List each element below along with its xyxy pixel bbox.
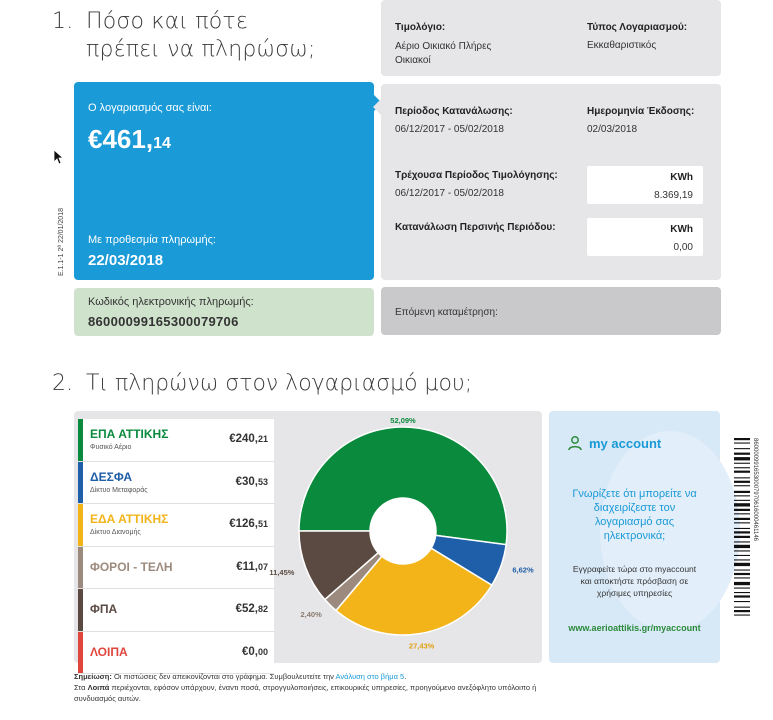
barcode-bar — [734, 536, 750, 538]
footnote — [74, 671, 544, 704]
previous-kwh-unit: KWh — [670, 224, 693, 235]
barcode-bar — [734, 453, 750, 455]
barcode-bar — [734, 559, 750, 560]
barcode-bar — [734, 481, 750, 483]
invoice-type-label: Τιμολόγιο: — [395, 22, 446, 33]
breakdown-row — [78, 504, 274, 547]
bill-amount-cents: 14 — [153, 135, 171, 152]
section-1-number: 1. — [52, 9, 74, 34]
breakdown-amount — [236, 603, 268, 615]
barcode-bar — [734, 541, 750, 542]
breakdown-name: ΕΠΑ ΑΤΤΙΚΗΣ — [90, 427, 169, 441]
barcode-bar — [734, 588, 750, 589]
barcode-bar — [734, 500, 750, 501]
section-2-title — [52, 370, 472, 398]
breakdown-amount-main: €126, — [229, 518, 258, 530]
breakdown-name: ΕΔΑ ΑΤΤΙΚΗΣ — [90, 512, 169, 526]
period-info-box — [381, 84, 721, 280]
barcode-bar — [734, 592, 750, 593]
breakdown-row — [78, 547, 274, 590]
payment-code-label: Κωδικός ηλεκτρονικής πληρωμής: — [88, 296, 254, 308]
barcode-bar — [734, 503, 750, 506]
barcode-bar — [734, 457, 750, 460]
barcode-bar — [734, 443, 750, 444]
barcode-bar — [734, 577, 750, 578]
current-period-label: Τρέχουσα Περίοδος Τιμολόγησης: — [395, 170, 558, 181]
breakdown-color-bar — [78, 504, 83, 546]
breakdown-amount-cents: 51 — [257, 519, 268, 529]
barcode-bar — [734, 471, 750, 473]
breakdown-amount — [229, 433, 268, 445]
barcode-bar — [734, 448, 750, 449]
note-text-2: . — [404, 672, 407, 681]
myaccount-heading[interactable] — [567, 435, 661, 454]
breakdown-amount-main: €11, — [236, 560, 258, 573]
note-line2-pre: Στα — [74, 683, 88, 692]
donut-label: 27,43% — [408, 641, 435, 651]
barcode-bar — [734, 563, 750, 566]
breakdown-color-bar — [78, 547, 83, 589]
user-icon — [567, 435, 583, 454]
account-type-value: Εκκαθαριστικός — [587, 40, 657, 51]
breakdown-amount-cents: 00 — [257, 646, 268, 657]
breakdown-color-bar — [78, 632, 83, 674]
barcode-bar — [734, 509, 750, 511]
consumption-period-label: Περίοδος Κατανάλωσης: — [395, 106, 513, 117]
donut-label: 52,09% — [390, 416, 416, 425]
payment-code[interactable]: 86000099165300079706 — [88, 314, 239, 329]
barcode-bar — [734, 573, 750, 575]
payment-code-box — [74, 288, 374, 336]
breakdown-name: ΔΕΣΦΑ — [90, 469, 133, 484]
donut-label: 2,40% — [300, 609, 322, 619]
breakdown-amount — [236, 476, 268, 488]
previous-kwh-value: 0,00 — [673, 242, 693, 253]
current-kwh-unit: KWh — [670, 172, 693, 183]
barcode-bar — [734, 467, 750, 468]
breakdown-amount — [236, 561, 268, 573]
barcode-image — [734, 438, 768, 664]
breakdown-color-bar — [78, 419, 83, 461]
issue-date-label: Ημερομηνία Έκδοσης: — [587, 106, 695, 117]
breakdown-name: ΦΟΡΟΙ - ΤΕΛΗ — [90, 559, 173, 574]
myaccount-panel — [549, 411, 720, 663]
invoice-type-value: Αέριο Οικιακό Πλήρες Οικιακοί — [395, 41, 492, 66]
barcode-bar — [734, 518, 750, 520]
barcode-bar — [734, 610, 750, 612]
breakdown-row — [78, 632, 274, 675]
barcode-bar — [734, 477, 750, 478]
breakdown-subtitle: Δίκτυο Μεταφοράς — [90, 486, 148, 494]
invoice-info-box — [381, 0, 721, 76]
breakdown-row — [78, 589, 274, 632]
breakdown-amount-cents: 07 — [257, 561, 268, 572]
barcode-bar — [734, 582, 750, 585]
breakdown-amount-main: €0, — [241, 645, 258, 658]
note-bold-2: Λοιπά — [87, 683, 110, 692]
barcode-bar — [734, 485, 750, 486]
breakdown-amount — [229, 518, 268, 530]
note-line2-rest: περιέχονται, εφόσον υπάρχουν, έναντι ποσά, στρογγυλοποιήσεις, επικουρικές υπηρεσίες, προηγούμενο ανεξόφλητο υπόλοιπο ή συνδυασμός αυτών. — [74, 683, 537, 703]
section-2-title-text: Τι πληρώνω στον λογαριασμό μου; — [86, 371, 473, 396]
donut-label: 11,45% — [269, 567, 295, 577]
breakdown-list — [78, 419, 274, 674]
next-reading-label: Επόμενη καταμέτρηση: — [395, 307, 498, 318]
barcode-bar — [734, 607, 750, 608]
current-period-value: 06/12/2017 - 05/02/2018 — [395, 188, 504, 199]
account-type-label: Τύπος Λογαριασμού: — [587, 22, 688, 33]
barcode-bar — [734, 495, 750, 496]
note-text-1: Οι πιστώσεις δεν απεικονίζονται στο γράφημα. Συμβουλευτείτε την — [111, 672, 336, 681]
barcode-bar — [734, 570, 750, 571]
myaccount-link[interactable]: www.aerioattikis.gr/myaccount — [568, 623, 701, 633]
barcode-bar — [734, 491, 750, 493]
due-date: 22/03/2018 — [88, 252, 164, 269]
breakdown-amount-main: €240, — [229, 433, 258, 445]
section-1-title-line2: πρέπει να πληρώσω; — [86, 37, 316, 62]
section-1-title — [52, 8, 316, 64]
myaccount-title: my account — [589, 435, 662, 451]
myaccount-register-text: Εγγραφείτε τώρα στο myaccount και αποκτήστε πρόσβαση σε χρήσιμες υπηρεσίες — [572, 564, 697, 598]
myaccount-message: Γνωρίζετε ότι μπορείτε να διαχειρίζεστε τον λογαριασμό σας ηλεκτρονικά; — [572, 488, 697, 542]
breakdown-name: ΛΟΙΠΑ — [90, 644, 128, 659]
section-2-number: 2. — [52, 371, 73, 396]
previous-period-label: Κατανάλωση Περσινής Περιόδου: — [395, 222, 556, 233]
breakdown-subtitle: Δίκτυο Διανομής — [90, 529, 141, 536]
barcode-bar — [734, 555, 750, 556]
current-kwh-box — [587, 166, 703, 204]
previous-kwh-box — [587, 218, 703, 256]
breakdown-row — [78, 419, 274, 462]
breakdown-row — [78, 462, 274, 505]
due-date-label: Με προθεσμία πληρωμής: — [88, 234, 216, 246]
barcode-bar — [734, 438, 750, 440]
breakdown-amount-cents: 21 — [257, 434, 268, 444]
breakdown-amount-cents: 82 — [257, 604, 268, 614]
period-pointer — [373, 98, 382, 116]
issue-date-value: 02/03/2018 — [587, 124, 638, 135]
section-1-title-line1: Πόσο και πότε — [86, 9, 248, 34]
consumption-period-value: 06/12/2017 - 05/02/2018 — [395, 124, 504, 135]
side-code: E.1.1-1 2ª 22/01/2018 — [58, 208, 65, 276]
breakdown-color-bar — [78, 462, 83, 504]
barcode-bar — [734, 595, 750, 597]
bill-amount-label: Ο λογαριασμός σας είναι: — [88, 102, 212, 114]
barcode-bar — [734, 531, 750, 533]
next-reading-box — [381, 287, 721, 335]
breakdown-amount-cents: 53 — [257, 476, 268, 487]
breakdown-amount — [242, 646, 268, 658]
breakdown-amount-main: €52, — [235, 603, 258, 615]
note-bold: Σημείωση: — [74, 672, 112, 681]
barcode-bar — [734, 601, 750, 602]
bill-amount-card — [74, 82, 374, 280]
breakdown-donut-chart — [269, 414, 542, 662]
donut-label: 6,62% — [512, 565, 534, 575]
bill-amount — [88, 124, 171, 155]
breakdown-subtitle: Φυσικό Αέριο — [90, 444, 132, 451]
barcode-bar — [734, 550, 750, 551]
bill-amount-main: €461, — [88, 124, 154, 154]
barcode-bar — [734, 463, 750, 464]
breakdown-amount-main: €30, — [235, 475, 258, 488]
mouse-cursor-icon — [53, 149, 63, 165]
donut-hole — [370, 498, 436, 564]
barcode-bar — [734, 615, 750, 616]
barcode-bar — [734, 522, 750, 523]
barcode-bar — [734, 528, 750, 529]
barcode-number: 8600009916530007970616000461146 — [752, 438, 758, 541]
note-link[interactable]: Ανάλυση στο βήμα 5 — [335, 672, 405, 681]
breakdown-name: ΦΠΑ — [90, 602, 118, 616]
breakdown-color-bar — [78, 589, 83, 631]
barcode-bar — [734, 513, 750, 514]
barcode-bar — [734, 545, 750, 548]
current-kwh-value: 8.369,19 — [654, 190, 693, 201]
